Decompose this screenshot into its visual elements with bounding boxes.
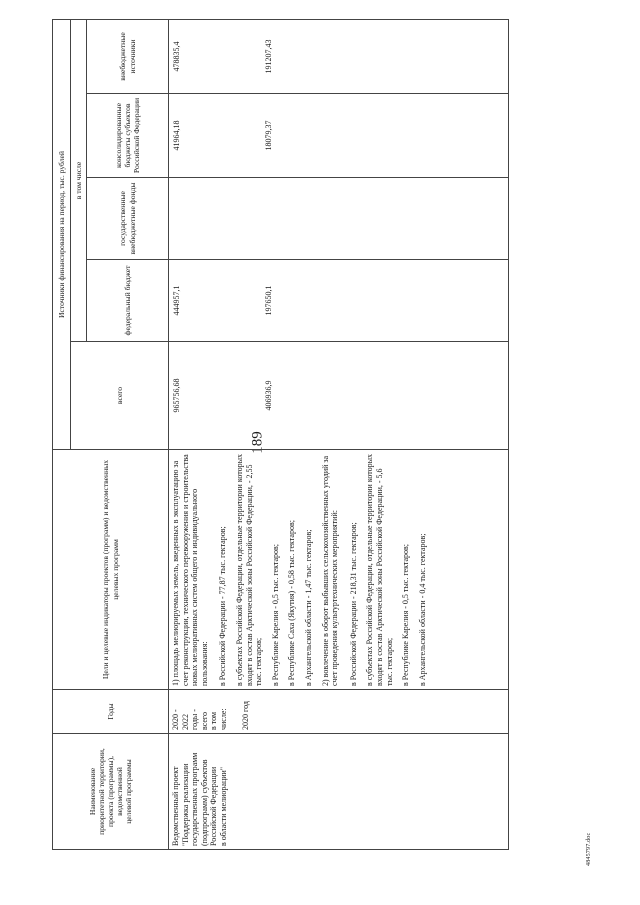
header-consolidated-budgets: консолидированные бюджеты субъектов Российской Федерации	[87, 94, 169, 178]
state-funds-values	[169, 178, 509, 260]
federal-values: 444957,1 197650,1	[169, 260, 509, 342]
header-years: Годы	[53, 690, 169, 734]
header-total: всего	[71, 342, 169, 450]
project-name: Ведомственный проект "Поддержка реализации государственных программ (подпрограмм) субъектов Российской Федерации в области мелиорации"	[169, 734, 509, 850]
header-indicators: Цели и целевые индикаторы проектов (программ) и ведомственных целевых программ	[53, 450, 169, 690]
page-number: 189	[249, 431, 266, 454]
footer-document-id: 4845797.doc	[586, 832, 592, 866]
rotated-table-container	[52, 20, 592, 850]
extrabudgetary-values: 478835,4 191207,43	[169, 20, 509, 94]
header-funding-sources: Источники финансирования на период, тыс. рублей	[53, 20, 71, 450]
indicator-item: в субъектах Российской Федерации, отдельные территории которых входят в состав Арктической зоны Российской Федерации, - 2,55 тыс. гектаров;	[234, 454, 264, 686]
indicator-item: в Архангельской области - 1,47 тыс. гектаров;	[303, 529, 313, 686]
indicator-item: 2) вовлечение в оборот выбывших сельскохозяйственных угодий за счет проведения культуртехнических мероприятий:	[320, 455, 340, 686]
indicator-item: в Республике Карелия - 0,5 тыс. гектаров;	[270, 543, 280, 686]
header-including: в том числе	[71, 20, 87, 342]
indicator-item: в Российской Федерации - 218,31 тыс. гектаров;	[348, 522, 358, 686]
header-extrabudgetary: внебюджетные источники	[87, 20, 169, 94]
header-federal-budget: федеральный бюджет	[87, 260, 169, 342]
indicator-item: 1) площадь мелиорируемых земель, введенных в эксплуатацию за счет реконструкции, технического перевооружения и строительства новых мелиоративных систем общего и индивидуального пользования:	[171, 454, 209, 686]
indicators-cell	[169, 450, 509, 690]
indicator-item: в Республике Саха (Якутия) - 0,58 тыс. гектаров;	[287, 520, 297, 686]
indicator-item: в Российской Федерации - 77,87 тыс. гектаров;	[218, 526, 228, 686]
indicator-item: в Архангельской области - 0,4 тыс. гектаров;	[417, 533, 427, 686]
table-row	[169, 20, 509, 850]
consolidated-values: 41964,18 18079,37	[169, 94, 509, 178]
year-2020-label: 2020 год	[240, 701, 250, 730]
indicator-item: в Республике Карелия - 0,5 тыс. гектаров;	[401, 543, 411, 686]
total-values: 965756,68 406936,9	[169, 342, 509, 450]
header-name: Наименование приоритетной территории, проекта (программы), ведомственной целевой программы	[53, 734, 169, 850]
indicator-item: в субъектах Российской Федерации, отдельные территории которых входят в состав Арктической зоны Российской Федерации, - 5,6 тыс. гектаров;	[365, 454, 394, 686]
funding-table	[52, 19, 509, 850]
header-state-funds: государственные внебюджетные фонды	[87, 178, 169, 260]
years-cell: 2020 - 2022 годы - всего в том числе: 2020 год	[169, 690, 509, 734]
